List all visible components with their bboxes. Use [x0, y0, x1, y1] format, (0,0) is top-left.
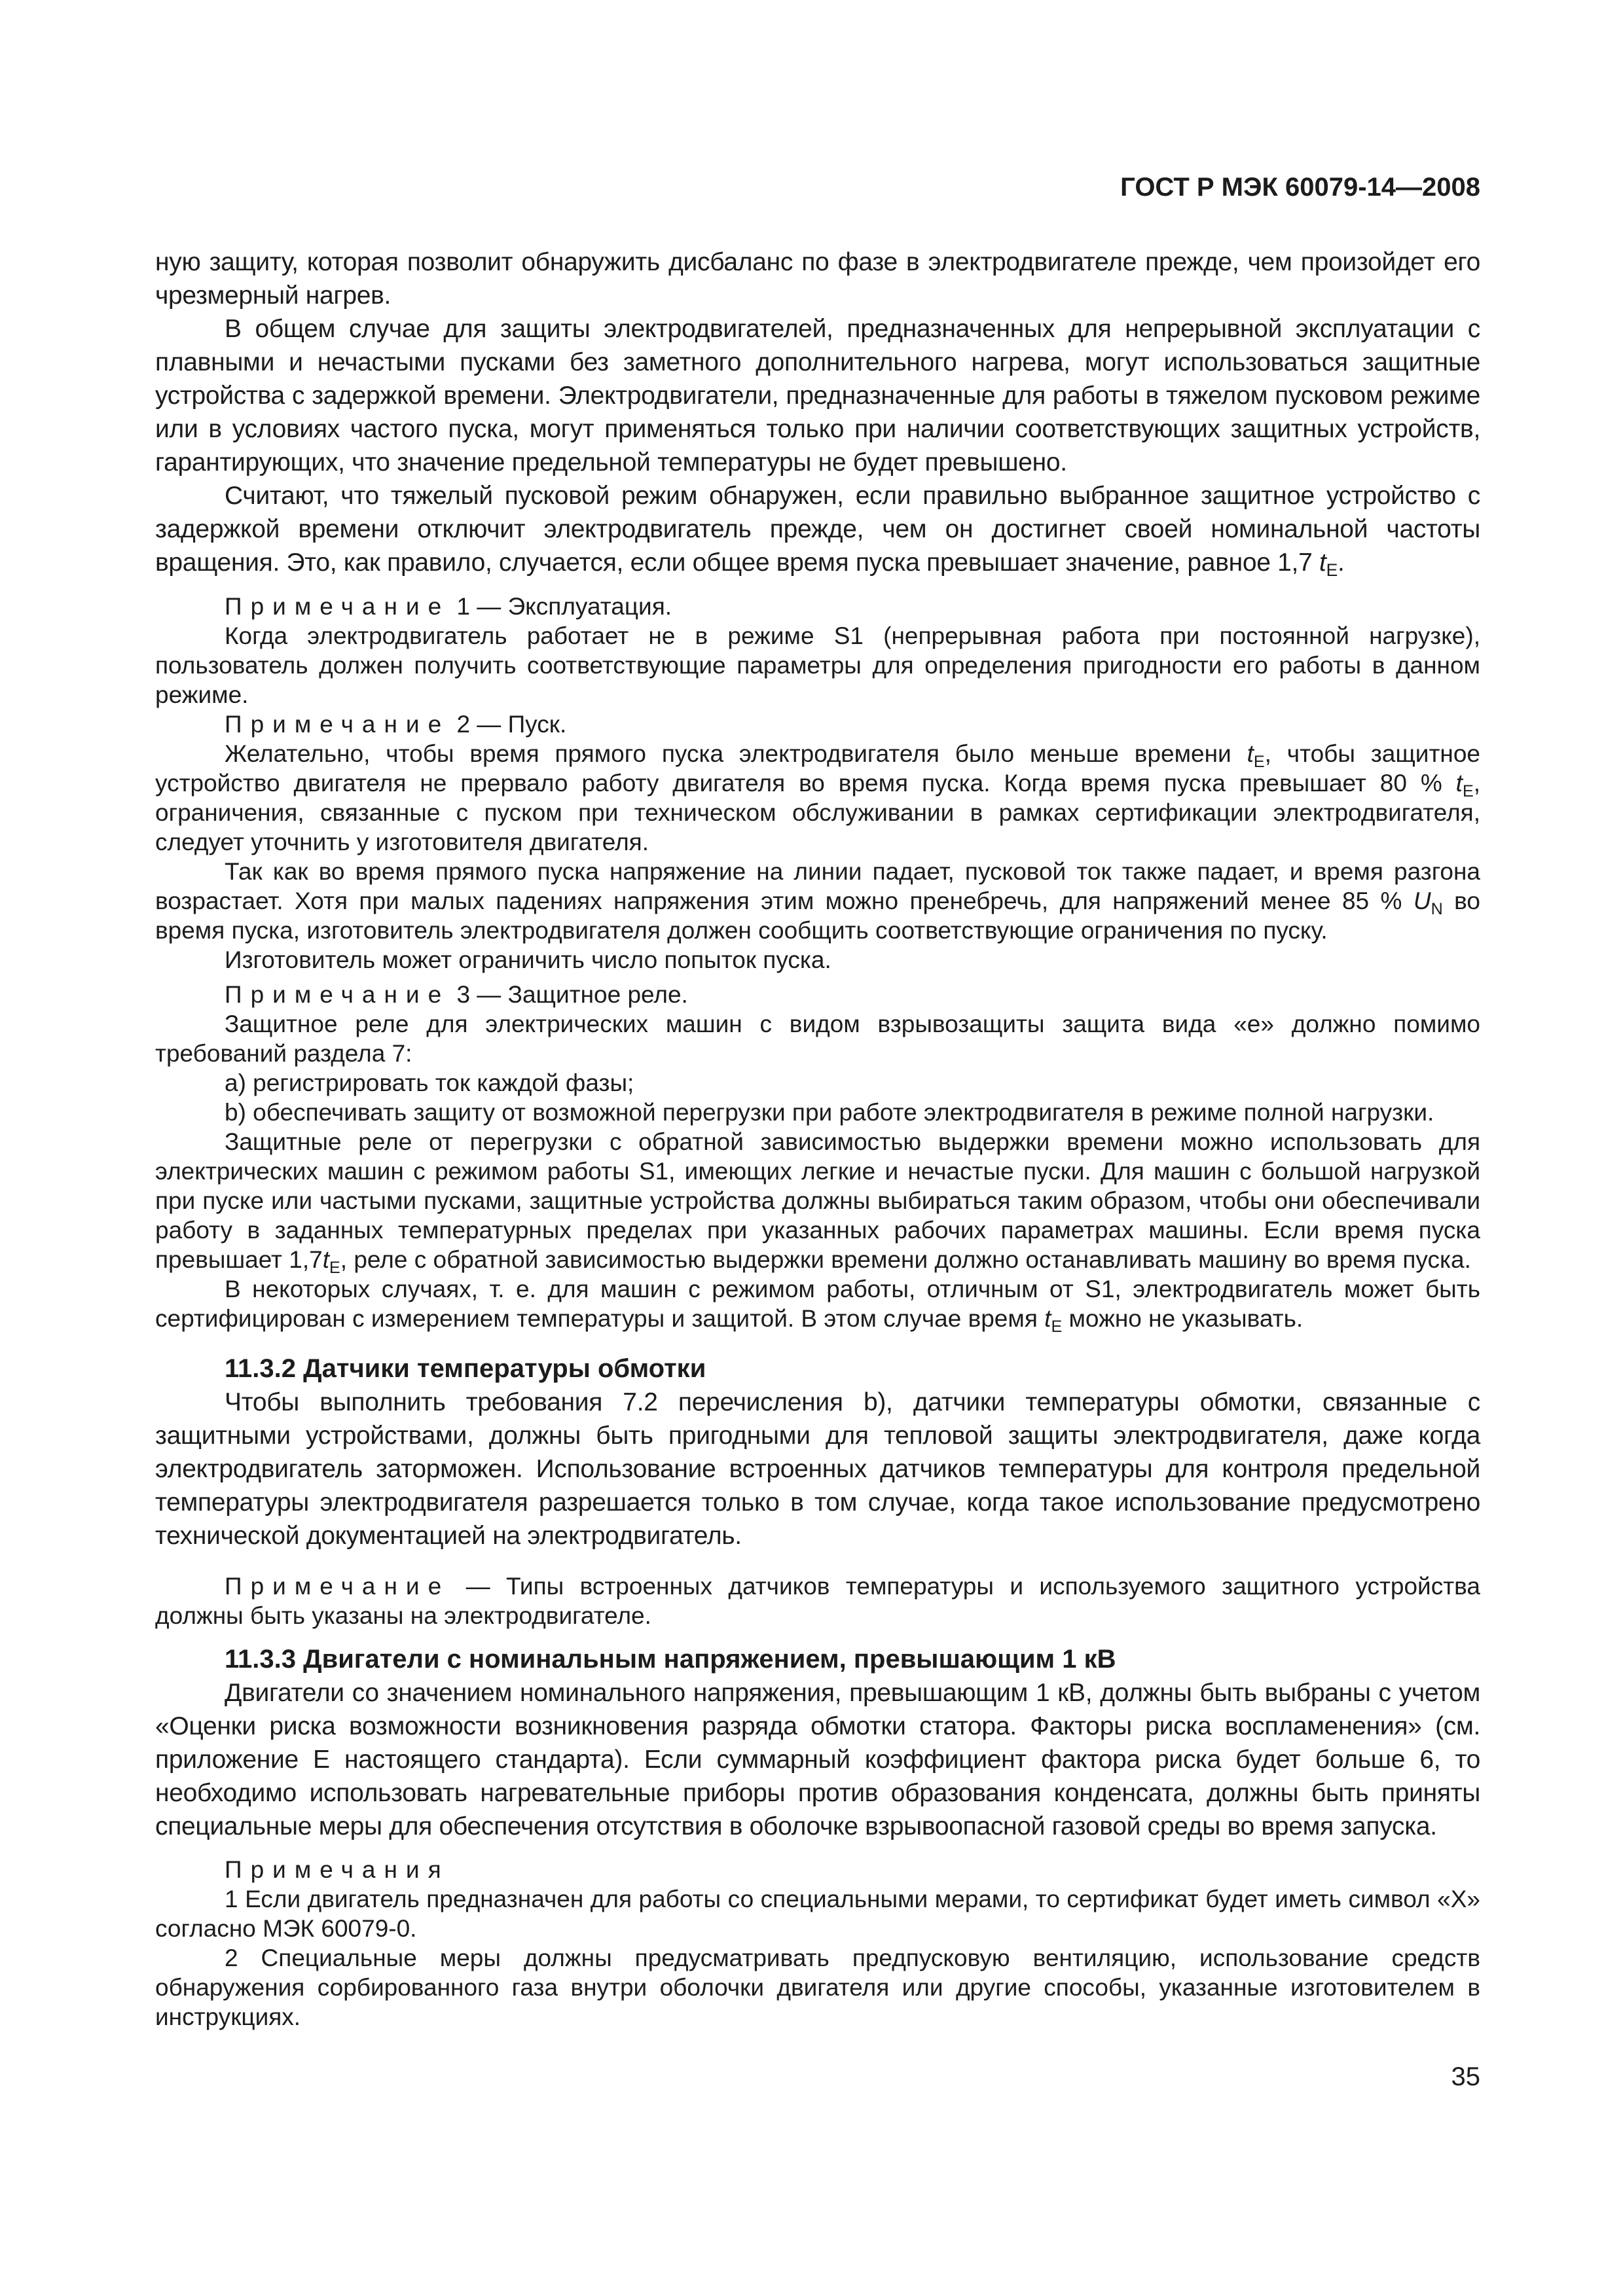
list-item: b) обеспечивать защиту от возможной перегрузки при работе электродвигателя в режиме полной нагрузки. [225, 1099, 1434, 1126]
note-text [155, 1274, 1480, 1336]
symbol-t: t [1044, 1305, 1051, 1332]
note-text-segment: В некоторых случаях, т. е. для машин с режимом работы, отличным от S1, электродвигатель может быть сертифицирован с измерением температуры и защитой. В этом случае время [155, 1276, 1480, 1332]
note-label: Примечание [225, 593, 450, 620]
note-text [155, 1571, 1480, 1630]
note-heading [155, 709, 1480, 739]
note-text: Когда электродвигатель работает не в режиме S1 (непрерывная работа при постоянной нагрузке), пользователь должен получить соответствующие параметры для определения пригодности его работы в данном режиме. [155, 622, 1480, 708]
note-text-segment: , чтобы защитное устройство двигателя не прервало работу двигателя во время пуска. Когда время пуска превышает 80 % [155, 740, 1481, 797]
note-text-segment: можно не указывать. [1062, 1305, 1304, 1332]
note-text-segment: — Типы встроенных датчиков температуры и используемого защитного устройства должны быть указаны на электродвигателе. [155, 1573, 1480, 1629]
body-paragraph: В общем случае для защиты электродвигателей, предназначенных для непрерывной эксплуатации с плавными и нечастыми пусками без заметного дополнительного нагрева, могут использоваться защитные устройства с задержкой времени. Электродвигатели, предназначенные для работы в тяжелом пусковом режиме или в условиях частого пуска, могут применяться только при наличии соответствующих защитных устройств, гарантирующих, что значение предельной температуры не будет превышено. [155, 315, 1480, 476]
symbol-t: t [1455, 770, 1463, 797]
list-item: а) регистрировать ток каждой фазы; [225, 1069, 634, 1096]
page-number: 35 [1451, 2062, 1480, 2091]
subscript-e: E [1253, 753, 1265, 772]
subscript-e: E [1462, 782, 1474, 801]
notes-heading [155, 1855, 1480, 1884]
section-heading: 11.3.2 Датчики температуры обмотки [225, 1354, 706, 1383]
note-title: 3 — Защитное реле. [456, 981, 688, 1008]
paragraph-text: . [1337, 548, 1345, 577]
subscript-n: N [1431, 900, 1443, 919]
note-text: Защитное реле для электрических машин с видом взрывозащиты защита вида «е» должно помимо требований раздела 7: [155, 1011, 1480, 1067]
note-text [155, 857, 1480, 945]
note-text: Изготовитель может ограничить число попыток пуска. [225, 946, 831, 973]
note-text [155, 1127, 1480, 1278]
note-label: Примечание [225, 981, 450, 1008]
note-text-segment: Так как во время прямого пуска напряжение на линии падает, пусковой ток также падает, и время разгона возрастает. Хотя при малых падениях напряжения этим можно пренебречь, для напряжений менее 85 % [155, 858, 1480, 914]
body-paragraph: ную защиту, которая позволит обнаружить дисбаланс по фазе в электродвигателе прежде, чем произойдет его чрезмерный нагрев. [155, 248, 1480, 310]
subscript-e: E [1326, 560, 1338, 581]
paragraph-text: Считают, что тяжелый пусковой режим обнаружен, если правильно выбранное защитное устройство с задержкой времени отключит электродвигатель прежде, чем он достигнет своей номинальной частоты вращения. Это, как правило, случается, если общее время пуска превышает значение, равное 1,7 [155, 482, 1480, 577]
document-code: ГОСТ Р МЭК 60079-14—2008 [1120, 173, 1480, 202]
subscript-e: E [1051, 1318, 1063, 1336]
note-text-segment: Защитные реле от перегрузки с обратной зависимостью выдержки времени можно использовать для электрических машин с режимом работы S1, имеющих легкие и нечастые пуски. Для машин с большой нагрузкой при пуске или частыми пусками, защитные устройства должны выбираться таким образом, чтобы они обеспечивали работу в заданных температурных пределах при указанных рабочих параметрах машины. Если время пуска превышает 1,7 [155, 1128, 1480, 1273]
note-text-segment: во время пуска, изготовитель электродвигателя должен сообщить соответствующие ограничения по пуску. [155, 888, 1480, 944]
note-text-segment: , реле с обратной зависимостью выдержки времени должно останавливать машину во время пуска. [340, 1246, 1471, 1273]
note-text-segment: , ограничения, связанные с пуском при техническом обслуживании в рамках сертификации электродвигателя, следует уточнить у изготовителя двигателя. [155, 770, 1480, 855]
note-title: 1 — Эксплуатация. [456, 593, 672, 620]
symbol-t: t [1319, 548, 1326, 577]
note-label: Примечание [225, 1573, 450, 1600]
note-text: 1 Если двигатель предназначен для работы со специальными мерами, то сертификат будет иметь символ «Х» согласно МЭК 60079-0. [155, 1886, 1480, 1942]
notes-label: Примечания [225, 1856, 450, 1883]
symbol-t: t [322, 1246, 329, 1273]
note-title: 2 — Пуск. [456, 711, 567, 738]
note-label: Примечание [225, 711, 450, 738]
section-heading: 11.3.3 Двигатели с номинальным напряжением, превышающим 1 кВ [225, 1645, 1116, 1674]
subscript-e: E [329, 1259, 340, 1278]
symbol-u: U [1413, 888, 1431, 914]
symbol-t: t [1247, 740, 1254, 767]
note-heading [155, 592, 1480, 621]
note-heading [155, 980, 1480, 1009]
note-text: 2 Специальные меры должны предусматривать предпусковую вентиляцию, использование средств обнаружения сорбированного газа внутри оболочки двигателя или другие способы, указанные изготовителем в инструкциях. [155, 1945, 1480, 2030]
body-paragraph: Двигатели со значением номинального напряжения, превышающим 1 кВ, должны быть выбраны с учетом «Оценки риска возможности возникновения разряда обмотки статора. Факторы риска воспламенения» (см. приложение Е настоящего стандарта). Если суммарный коэффициент фактора риска будет больше 6, то необходимо использовать нагревательные приборы против образования конденсата, должны быть приняты специальные меры для обеспечения отсутствия в оболочке взрывоопасной газовой среды во время запуска. [155, 1679, 1480, 1840]
document-page [155, 170, 1480, 2094]
body-paragraph: Чтобы выполнить требования 7.2 перечисления b), датчики температуры обмотки, связанные с защитными устройствами, должны быть пригодными для тепловой защиты электродвигателя, даже когда электродвигатель заторможен. Использование встроенных датчиков температуры для контроля предельной температуры электродвигателя разрешается только в том случае, когда такое использование предусмотрено технической документацией на электродвигатель. [155, 1388, 1480, 1550]
body-paragraph [155, 479, 1480, 579]
note-text [155, 739, 1480, 857]
note-text-segment: Желательно, чтобы время прямого пуска электродвигателя было меньше времени [225, 740, 1247, 767]
